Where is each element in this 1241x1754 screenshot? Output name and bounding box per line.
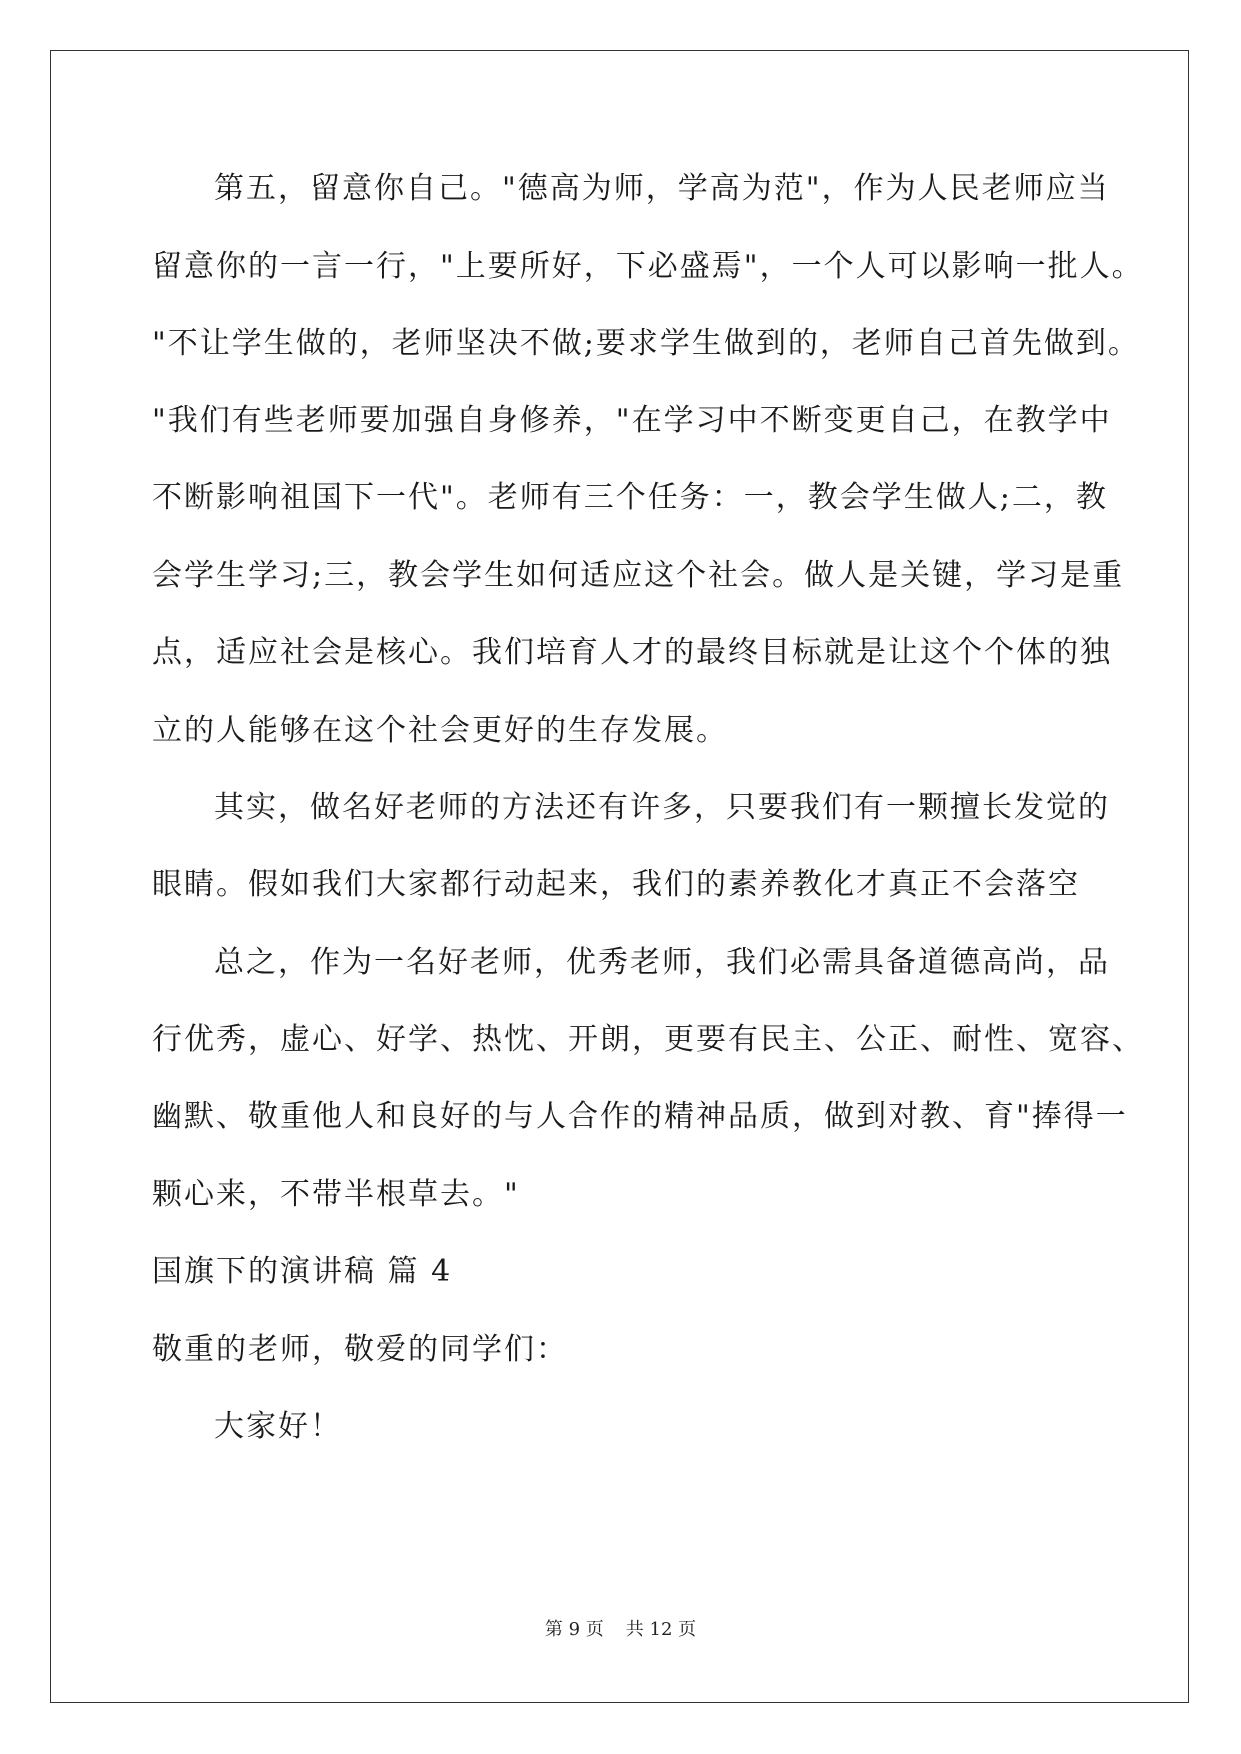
paragraph-line: 不断影响祖国下一代"。老师有三个任务：一，教会学生做人;二，教 [152,480,1108,515]
paragraph-line: "我们有些老师要加强自身修养，"在学习中不断变更自己，在教学中 [152,403,1112,438]
paragraph-line: 行优秀，虚心、好学、热忱、开朗，更要有民主、公正、耐性、宽容、 [152,1022,1144,1057]
paragraph-line: 点，适应社会是核心。我们培育人才的最终目标就是让这个个体的独 [152,635,1112,670]
section-heading: 国旗下的演讲稿 篇 4 [152,1254,453,1289]
paragraph-line: 总之，作为一名好老师，优秀老师，我们必需具备道德高尚，品 [214,945,1110,980]
paragraph-line: 眼睛。假如我们大家都行动起来，我们的素养教化才真正不会落空 [152,867,1080,902]
paragraph-line: "不让学生做的，老师坚决不做;要求学生做到的，老师自己首先做到。 [152,326,1140,361]
paragraph-line: 幽默、敬重他人和良好的与人合作的精神品质，做到对教、育"捧得一 [152,1099,1128,1134]
page-number: 第 9 页 [544,1619,604,1640]
total-pages: 共 12 页 [625,1619,697,1640]
paragraph-line: 其实，做名好老师的方法还有许多，只要我们有一颗擅长发觉的 [214,790,1110,825]
greeting: 大家好！ [214,1409,342,1444]
paragraph-line: 会学生学习;三，教会学生如何适应这个社会。做人是关键，学习是重 [152,558,1125,593]
paragraph-line: 第五，留意你自己。"德高为师，学高为范"，作为人民老师应当 [214,171,1110,206]
paragraph-line: 留意你的一言一行，"上要所好，下必盛焉"，一个人可以影响一批人。 [152,249,1144,284]
paragraph-line: 颗心来，不带半根草去。" [152,1177,520,1212]
salutation: 敬重的老师，敬爱的同学们： [152,1332,568,1367]
paragraph-line: 立的人能够在这个社会更好的生存发展。 [152,713,728,748]
page-footer [0,1619,1241,1641]
